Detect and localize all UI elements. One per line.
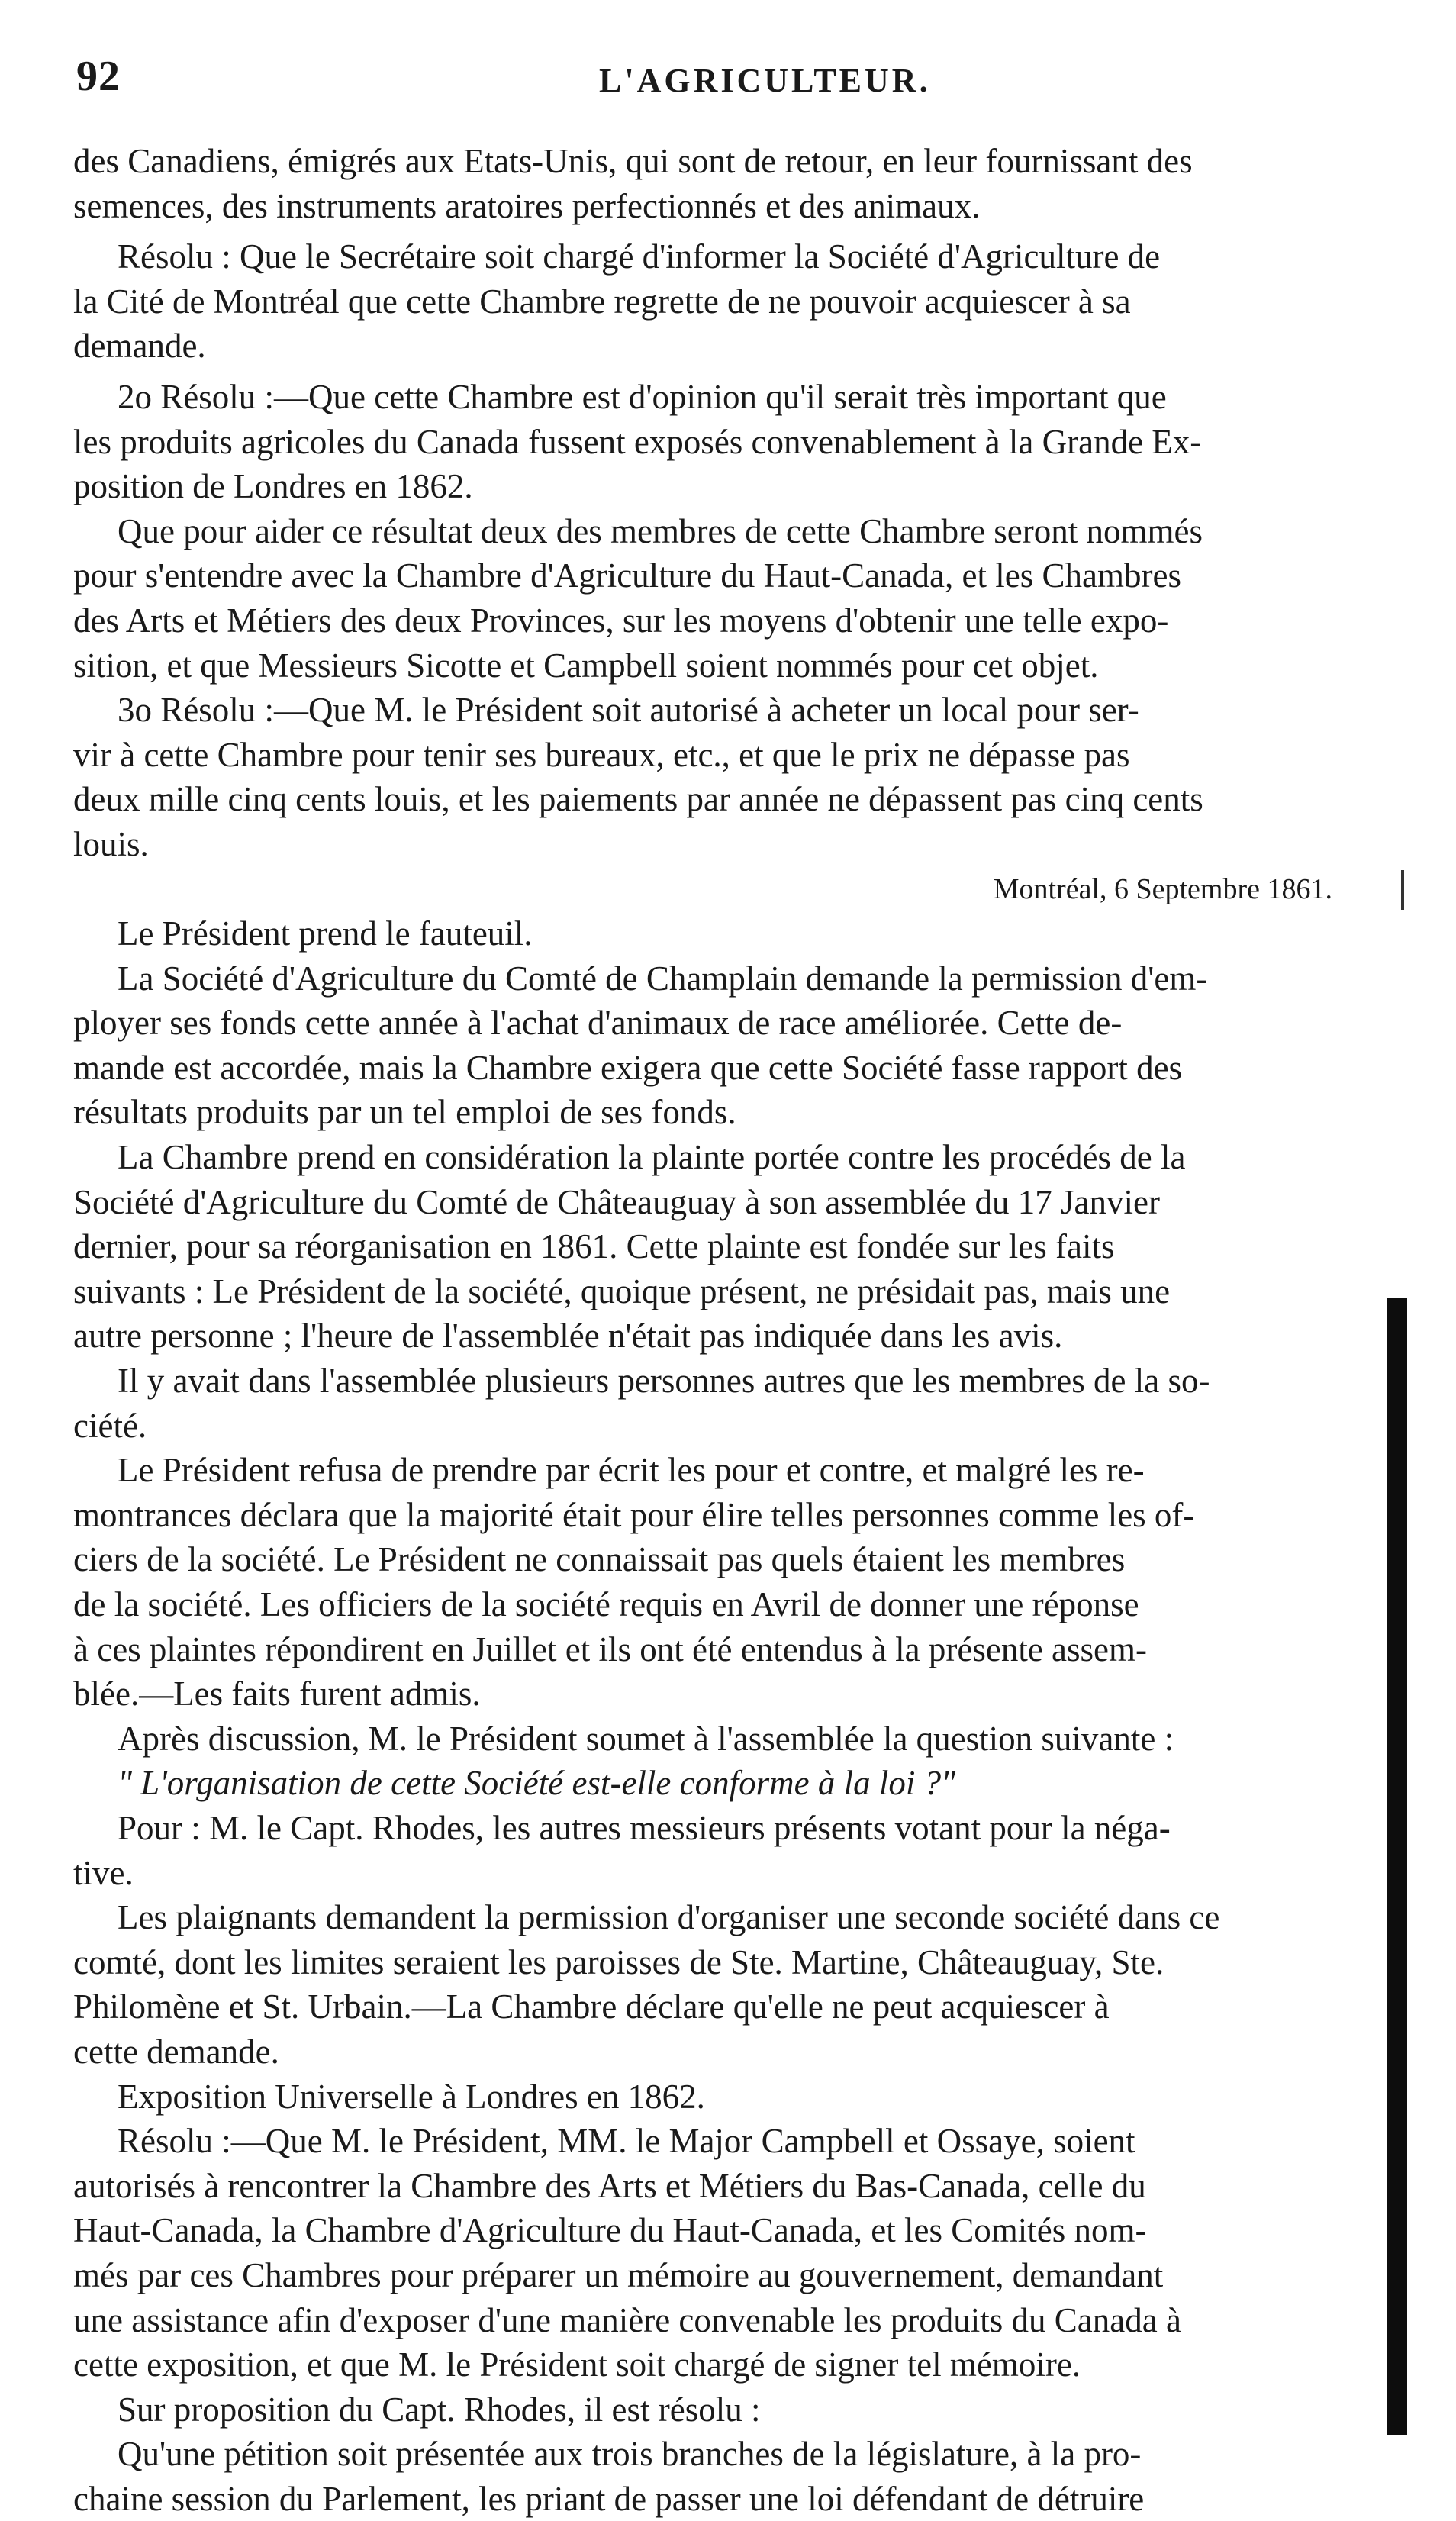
text-line: ciers de la société. Le Président ne connaissait pas quels étaient les membres (73, 1540, 1126, 1579)
text-line: Le Président refusa de prendre par écrit les pour et contre, et malgré les re- (118, 1451, 1145, 1490)
text-line: louis. (73, 824, 149, 863)
text-line: Résolu : Que le Secrétaire soit chargé d'informer la Société d'Agriculture de (118, 237, 1161, 276)
text-line: à ces plaintes répondirent en Juillet et ils ont été entendus à la présente assem- (73, 1630, 1148, 1668)
text-line: Que pour aider ce résultat deux des membres de cette Chambre seront nommés (118, 511, 1203, 550)
text-line: sition, et que Messieurs Sicotte et Campbell soient nommés pour cet objet. (73, 646, 1099, 685)
text-line: montrances déclara que la majorité était pour élire telles personnes comme les of- (73, 1495, 1195, 1534)
text-line: Qu'une pétition soit présentée aux trois branches de la législature, à la pro- (118, 2435, 1142, 2474)
text-line: ciété. (73, 1406, 147, 1445)
text-line: deux mille cinq cents louis, et les paiements par année ne dépassent pas cinq cents (73, 780, 1203, 819)
text-line: Haut-Canada, la Chambre d'Agriculture du Haut-Canada, et les Comités nom- (73, 2211, 1147, 2250)
text-line: blée.—Les faits furent admis. (73, 1675, 481, 1713)
text-line: més par ces Chambres pour préparer un mémoire au gouvernement, demandant (73, 2255, 1164, 2294)
text-line: des Canadiens, émigrés aux Etats-Unis, qui sont de retour, en leur fournissant des (73, 142, 1193, 180)
text-line: Sur proposition du Capt. Rhodes, il est résolu : (118, 2390, 761, 2429)
running-title: L'AGRICULTEUR. (599, 62, 931, 99)
text-line: cette demande. (73, 2032, 279, 2071)
text-line: position de Londres en 1862. (73, 467, 473, 506)
text-line: 2o Résolu :—Que cette Chambre est d'opinion qu'il serait très important que (118, 377, 1167, 416)
text-line: Après discussion, M. le Président soumet à l'assemblée la question suivante : (118, 1719, 1174, 1758)
text-line: Résolu :—Que M. le Président, MM. le Major Campbell et Ossaye, soient (118, 2122, 1135, 2161)
question-line: " L'organisation de cette Société est-elle conforme à la loi ?" (118, 1764, 956, 1803)
text-line: Les plaignants demandent la permission d'organiser une seconde société dans ce (118, 1898, 1220, 1937)
text-line: demande. (73, 327, 206, 366)
text-line: tive. (73, 1853, 134, 1892)
text-line: La Chambre prend en considération la plainte portée contre les procédés de la (118, 1138, 1186, 1177)
scan-edge-tick (1401, 870, 1404, 910)
text-line: comté, dont les limites seraient les paroisses de Ste. Martine, Châteauguay, Ste. (73, 1942, 1164, 1981)
dateline: Montréal, 6 Septembre 1861. (993, 872, 1332, 905)
text-line: autorisés à rencontrer la Chambre des Arts et Métiers du Bas-Canada, celle du (73, 2166, 1146, 2205)
scan-binding-shadow (1387, 1298, 1407, 2435)
section-heading: Exposition Universelle à Londres en 1862. (118, 2077, 705, 2116)
text-line: 3o Résolu :—Que M. le Président soit autorisé à acheter un local pour ser- (118, 691, 1139, 730)
text-line: les produits agricoles du Canada fussent exposés convenablement à la Grande Ex- (73, 422, 1202, 461)
text-line: suivants : Le Président de la société, quoique présent, ne présidait pas, mais une (73, 1272, 1171, 1310)
text-line: chaine session du Parlement, les priant de passer une loi défendant de détruire (73, 2479, 1145, 2518)
text-line: autre personne ; l'heure de l'assemblée n'était pas indiquée dans les avis. (73, 1317, 1063, 1356)
text-line: La Société d'Agriculture du Comté de Champlain demande la permission d'em- (118, 959, 1208, 998)
text-line: une assistance afin d'exposer d'une manière convenable les produits du Canada à (73, 2300, 1181, 2339)
text-line: de la société. Les officiers de la société requis en Avril de donner une réponse (73, 1585, 1139, 1623)
text-line: vir à cette Chambre pour tenir ses bureaux, etc., et que le prix ne dépasse pas (73, 735, 1130, 774)
text-line: résultats produits par un tel emploi de ses fonds. (73, 1093, 736, 1132)
text-line: des Arts et Métiers des deux Provinces, sur les moyens d'obtenir une telle expo- (73, 601, 1169, 640)
page-header (76, 52, 1374, 113)
text-line: mande est accordée, mais la Chambre exigera que cette Société fasse rapport des (73, 1048, 1183, 1087)
text-line: semences, des instruments aratoires perfectionnés et des animaux. (73, 186, 981, 225)
text-line: Le Président prend le fauteuil. (118, 914, 533, 953)
body-text (73, 139, 1401, 2521)
text-line: ployer ses fonds cette année à l'achat d'animaux de race améliorée. Cette de- (73, 1004, 1123, 1043)
text-line: Il y avait dans l'assemblée plusieurs personnes autres que les membres de la so- (118, 1362, 1210, 1401)
text-line: Société d'Agriculture du Comté de Châteauguay à son assemblée du 17 Janvier (73, 1182, 1160, 1221)
text-line: cette exposition, et que M. le Président soit chargé de signer tel mémoire. (73, 2345, 1081, 2384)
text-line: Pour : M. le Capt. Rhodes, les autres messieurs présents votant pour la néga- (118, 1808, 1171, 1847)
text-line: dernier, pour sa réorganisation en 1861. Cette plainte est fondée sur les faits (73, 1227, 1115, 1266)
page-number: 92 (76, 53, 121, 100)
text-line: pour s'entendre avec la Chambre d'Agriculture du Haut-Canada, et les Chambres (73, 556, 1181, 595)
text-line: Philomène et St. Urbain.—La Chambre déclare qu'elle ne peut acquiescer à (73, 1987, 1110, 2026)
text-line: la Cité de Montréal que cette Chambre regrette de ne pouvoir acquiescer à sa (73, 282, 1131, 321)
